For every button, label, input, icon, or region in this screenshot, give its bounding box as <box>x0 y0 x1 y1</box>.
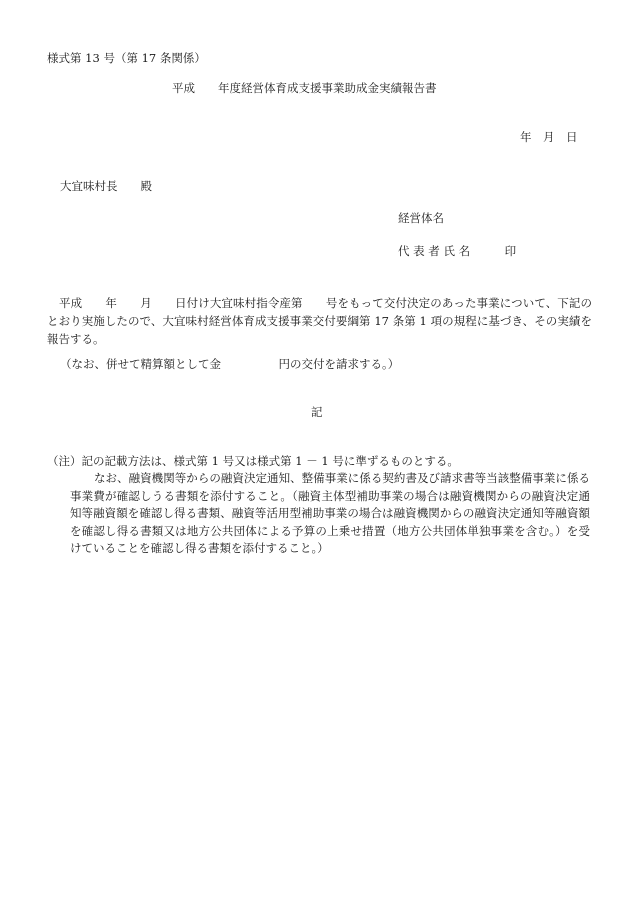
note-heading: （注）記の記載方法は、様式第 1 号又は様式第 1 － 1 号に準ずるものとする。 <box>47 454 459 468</box>
claim-line: （なお、併せて精算額として金 円の交付を請求する。） <box>60 357 400 371</box>
form-number: 様式第 13 号（第 17 条関係） <box>47 51 206 65</box>
note-body: なお、融資機関等からの融資決定通知、整備事業に係る契約書及び請求書等当該整備事業に係る事業費が確認しうる書類を添付すること。（融資主体型補助事業の場合は融資機関からの融資決定通知等融資額を確認し得る書類、融資等活用型補助事業の場合は融資機関からの融資決定通知等融資額を確認し得る書類又は地方公共団体による予算の上乗せ措置（地方公共団体単独事業を含む。）を受けていることを確認し得る書類を添付すること。） <box>70 471 590 555</box>
org-name-label: 経営体名 <box>398 211 444 225</box>
addressee: 大宜味村長 殿 <box>60 179 152 193</box>
document-title: 平成 年度経営体育成支援事業助成金実績報告書 <box>172 81 437 95</box>
body-paragraph <box>47 294 592 348</box>
body-paragraph-text: 平成 年 月 日付け大宜味村指令産第 号をもって交付決定のあった事業について、下記のとおり実施したので、大宜味村経営体育成支援事業交付要綱第 17 条第 1 項の規程に基づき、その実績を報告する。 <box>47 296 592 346</box>
representative-label: 代 表 者 氏 名 印 <box>398 244 517 258</box>
date-line: 年 月 日 <box>520 130 578 144</box>
ki-label: 記 <box>311 405 323 419</box>
